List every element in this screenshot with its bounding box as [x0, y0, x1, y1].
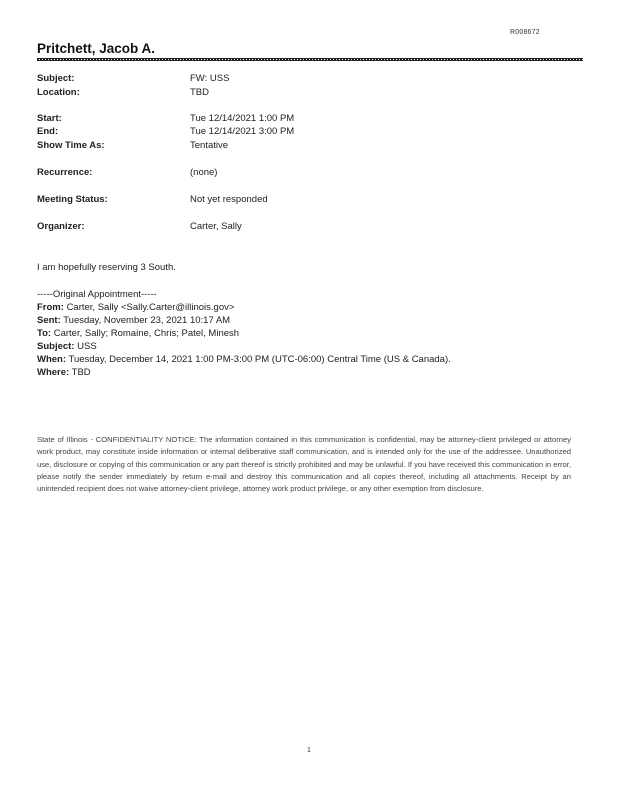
- fwd-from-value: Carter, Sally <Sally.Carter@illinois.gov>: [66, 302, 235, 313]
- recurrence-value: (none): [190, 167, 218, 178]
- bates-number: R008672: [510, 29, 540, 36]
- fwd-to-value: Carter, Sally; Romaine, Chris; Patel, Minesh: [53, 328, 240, 339]
- start-value: Tue 12/14/2021 1:00 PM: [190, 113, 295, 124]
- start-label: Start:: [37, 113, 62, 124]
- message-body: I am hopefully reserving 3 South.: [37, 262, 176, 273]
- fwd-where-line: [37, 367, 91, 378]
- fwd-to-line: [37, 328, 239, 339]
- fwd-when-label: When:: [37, 354, 67, 365]
- show-time-as-label: Show Time As:: [37, 140, 105, 151]
- fwd-when-line: [37, 354, 451, 365]
- fwd-subject-line: [37, 341, 97, 352]
- fwd-where-label: Where:: [37, 367, 70, 378]
- header-divider: [37, 58, 583, 61]
- fwd-subject-value: USS: [77, 341, 97, 352]
- meeting-status-value: Not yet responded: [190, 194, 268, 205]
- confidentiality-notice: State of Illinois - CONFIDENTIALITY NOTICE: The information contained in this communication is confidential, may be attorney-client privileged or attorney work product, may constitute inside information or internal deliberative staff communication, and is intended only for the use of the addressee. Unauthorized use, disclosure or copying of this communication or any part thereof is strictly prohibited and may be unlawful. If you have received this communication in error, please notify the sender immediately by return e-mail and destroy this communication and all copies thereof, including all attachments. Receipt by an unintended recipient does not waive attorney-client privilege, attorney work product privilege, or any other exemption from disclosure.: [37, 435, 571, 494]
- fwd-from-line: [37, 302, 234, 313]
- organizer-value: Carter, Sally: [190, 221, 242, 232]
- page-number: 1: [307, 747, 311, 754]
- subject-value: FW: USS: [190, 73, 230, 84]
- show-time-as-value: Tentative: [190, 140, 229, 151]
- fwd-where-value: TBD: [71, 367, 91, 378]
- mailbox-owner-name: Pritchett, Jacob A.: [37, 41, 156, 56]
- recurrence-label: Recurrence:: [37, 167, 93, 178]
- fwd-sent-label: Sent:: [37, 315, 61, 326]
- fwd-subject-label: Subject:: [37, 341, 75, 352]
- end-value: Tue 12/14/2021 3:00 PM: [190, 126, 295, 137]
- location-value: TBD: [190, 87, 209, 98]
- organizer-label: Organizer:: [37, 221, 85, 232]
- fwd-from-label: From:: [37, 302, 64, 313]
- subject-label: Subject:: [37, 73, 75, 84]
- fwd-to-label: To:: [37, 328, 52, 339]
- end-label: End:: [37, 126, 59, 137]
- meeting-status-label: Meeting Status:: [37, 194, 108, 205]
- fwd-sent-value: Tuesday, November 23, 2021 10:17 AM: [63, 315, 231, 326]
- fwd-when-value: Tuesday, December 14, 2021 1:00 PM-3:00 PM (UTC-06:00) Central Time (US & Canada).: [68, 354, 451, 365]
- location-label: Location:: [37, 87, 80, 98]
- original-appointment-separator: -----Original Appointment-----: [37, 289, 157, 300]
- fwd-sent-line: [37, 315, 230, 326]
